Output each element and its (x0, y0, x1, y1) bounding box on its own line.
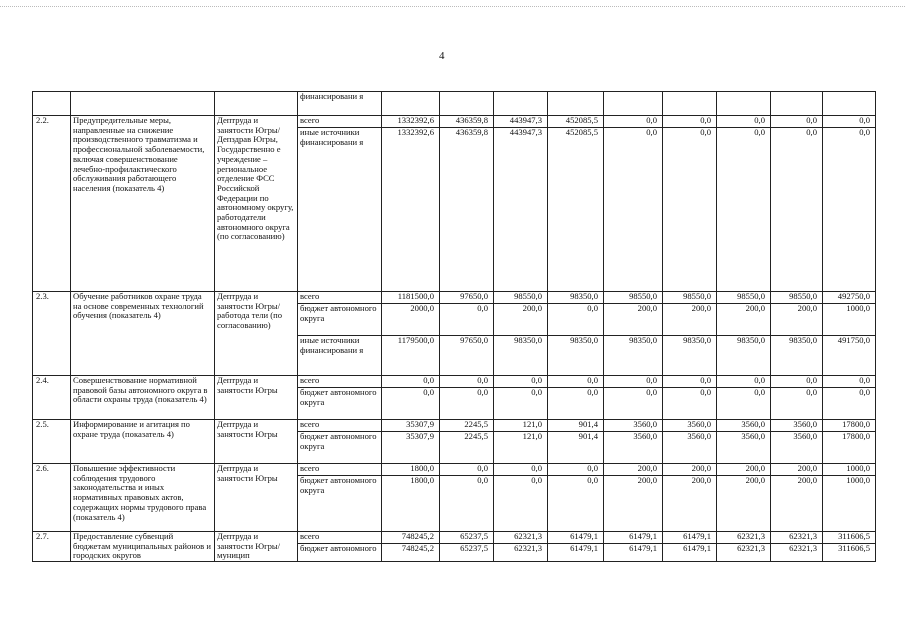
value-cell: 491750,0 (823, 336, 876, 376)
source-cell: бюджет автономного округа (298, 476, 382, 532)
source-cell: бюджет автономного округа (298, 432, 382, 464)
value-cell: 901,4 (548, 432, 604, 464)
value-cell: 436359,8 (440, 128, 494, 292)
value-cell: 200,0 (771, 476, 823, 532)
value-cell: 0,0 (771, 128, 823, 292)
source-cell: всего (298, 420, 382, 432)
value-cell: 0,0 (440, 464, 494, 476)
value-cell: 61479,1 (548, 544, 604, 562)
executor-cell: Дептруда и занятости Югры/муницип (215, 532, 298, 562)
value-cell: 1332392,6 (382, 116, 440, 128)
value-cell (717, 92, 771, 116)
value-cell: 0,0 (717, 116, 771, 128)
value-cell: 98550,0 (494, 292, 548, 304)
value-cell: 901,4 (548, 420, 604, 432)
value-cell: 0,0 (494, 388, 548, 420)
executor-cell: Дептруда и занятости Югры/работода тели (по согласованию) (215, 292, 298, 376)
no-cell: 2.5. (33, 420, 71, 464)
value-cell: 311606,5 (823, 532, 876, 544)
value-cell: 98550,0 (663, 292, 717, 304)
value-cell: 62321,3 (771, 532, 823, 544)
value-cell: 200,0 (717, 304, 771, 336)
value-cell: 0,0 (604, 388, 663, 420)
value-cell: 62321,3 (494, 532, 548, 544)
value-cell: 1800,0 (382, 464, 440, 476)
value-cell: 98350,0 (604, 336, 663, 376)
source-cell: бюджет автономного округа (298, 388, 382, 420)
value-cell: 1332392,6 (382, 128, 440, 292)
value-cell: 200,0 (604, 476, 663, 532)
value-cell: 0,0 (440, 476, 494, 532)
value-cell: 0,0 (494, 376, 548, 388)
value-cell (382, 92, 440, 116)
value-cell: 200,0 (494, 304, 548, 336)
source-cell: всего (298, 376, 382, 388)
value-cell: 3560,0 (663, 432, 717, 464)
value-cell: 0,0 (823, 116, 876, 128)
value-cell: 492750,0 (823, 292, 876, 304)
value-cell: 200,0 (771, 304, 823, 336)
value-cell: 200,0 (717, 464, 771, 476)
value-cell: 200,0 (663, 304, 717, 336)
name-cell (71, 92, 215, 116)
value-cell: 200,0 (663, 464, 717, 476)
value-cell: 61479,1 (663, 544, 717, 562)
name-cell: Предоставление субвенций бюджетам муниципальных районов и городских округов (71, 532, 215, 562)
value-cell: 97650,0 (440, 336, 494, 376)
value-cell: 0,0 (823, 376, 876, 388)
no-cell: 2.3. (33, 292, 71, 376)
source-cell: всего (298, 292, 382, 304)
source-cell: иные источники финансировани я (298, 128, 382, 292)
value-cell: 452085,5 (548, 116, 604, 128)
value-cell: 3560,0 (604, 432, 663, 464)
value-cell: 200,0 (717, 476, 771, 532)
table-row (33, 532, 876, 544)
value-cell (823, 92, 876, 116)
value-cell (548, 92, 604, 116)
value-cell: 2245,5 (440, 420, 494, 432)
name-cell: Информирование и агитация по охране труда (показатель 4) (71, 420, 215, 464)
value-cell: 200,0 (604, 464, 663, 476)
value-cell: 62321,3 (494, 544, 548, 562)
value-cell: 35307,9 (382, 420, 440, 432)
value-cell: 0,0 (663, 128, 717, 292)
value-cell: 0,0 (494, 464, 548, 476)
source-cell: бюджет автономного округа (298, 304, 382, 336)
no-cell (33, 92, 71, 116)
name-cell: Совершенствование нормативной правовой базы автономного округа в области охраны труда (показатель 4) (71, 376, 215, 420)
value-cell: 35307,9 (382, 432, 440, 464)
name-cell: Предупредительные меры, направленные на снижение производственного травматизма и профессиональной заболеваемости, включая совершенствование лечебно-профилактического обслуживания работающего населения (показатель 4) (71, 116, 215, 292)
value-cell: 65237,5 (440, 544, 494, 562)
value-cell: 3560,0 (771, 432, 823, 464)
value-cell: 3560,0 (717, 420, 771, 432)
name-cell: Повышение эффективности соблюдения трудового законодательства и иных нормативных правовых актов, содержащих нормы трудового права (показатель 4) (71, 464, 215, 532)
value-cell: 0,0 (604, 128, 663, 292)
no-cell: 2.6. (33, 464, 71, 532)
source-cell: иные источники финансировани я (298, 336, 382, 376)
value-cell: 121,0 (494, 420, 548, 432)
executor-cell: Дептруда и занятости Югры/Депздрав Югры, Государственно е учреждение – региональное отделение ФСС Российской Федерации по автономному округу, работодатели автономного округа (по согласованию) (215, 116, 298, 292)
value-cell: 0,0 (823, 388, 876, 420)
source-cell: бюджет автономного (298, 544, 382, 562)
value-cell: 0,0 (382, 388, 440, 420)
value-cell: 0,0 (548, 388, 604, 420)
value-cell: 0,0 (548, 376, 604, 388)
executor-cell (215, 92, 298, 116)
name-cell: Обучение работников охране труда на основе современных технологий обучения (показатель 4) (71, 292, 215, 376)
value-cell: 0,0 (771, 116, 823, 128)
value-cell: 98550,0 (717, 292, 771, 304)
executor-cell: Дептруда и занятости Югры (215, 420, 298, 464)
value-cell: 3560,0 (663, 420, 717, 432)
value-cell: 0,0 (494, 476, 548, 532)
value-cell (771, 92, 823, 116)
value-cell: 0,0 (548, 464, 604, 476)
value-cell: 0,0 (440, 388, 494, 420)
value-cell: 0,0 (771, 376, 823, 388)
value-cell: 0,0 (440, 304, 494, 336)
value-cell (604, 92, 663, 116)
table-body (33, 92, 876, 562)
table-row (33, 420, 876, 432)
value-cell: 98350,0 (717, 336, 771, 376)
value-cell: 0,0 (604, 376, 663, 388)
source-cell: всего (298, 464, 382, 476)
value-cell: 1181500,0 (382, 292, 440, 304)
program-table (32, 91, 876, 562)
value-cell: 61479,1 (604, 544, 663, 562)
source-cell: всего (298, 532, 382, 544)
value-cell: 2000,0 (382, 304, 440, 336)
value-cell: 98550,0 (771, 292, 823, 304)
executor-cell: Дептруда и занятости Югры (215, 464, 298, 532)
value-cell: 436359,8 (440, 116, 494, 128)
value-cell: 1800,0 (382, 476, 440, 532)
page-number: 4 (439, 50, 445, 62)
value-cell: 0,0 (717, 128, 771, 292)
table-row (33, 464, 876, 476)
executor-cell: Дептруда и занятости Югры (215, 376, 298, 420)
value-cell: 1000,0 (823, 464, 876, 476)
value-cell (663, 92, 717, 116)
value-cell: 1179500,0 (382, 336, 440, 376)
value-cell: 17800,0 (823, 432, 876, 464)
value-cell: 0,0 (823, 128, 876, 292)
value-cell: 3560,0 (717, 432, 771, 464)
value-cell: 98550,0 (604, 292, 663, 304)
value-cell: 0,0 (663, 376, 717, 388)
value-cell: 1000,0 (823, 304, 876, 336)
table-row (33, 116, 876, 128)
value-cell: 0,0 (440, 376, 494, 388)
value-cell: 0,0 (717, 388, 771, 420)
no-cell: 2.7. (33, 532, 71, 562)
value-cell: 0,0 (548, 304, 604, 336)
value-cell: 443947,3 (494, 128, 548, 292)
value-cell: 62321,3 (771, 544, 823, 562)
value-cell: 2245,5 (440, 432, 494, 464)
value-cell: 443947,3 (494, 116, 548, 128)
value-cell: 0,0 (548, 476, 604, 532)
source-cell: всего (298, 116, 382, 128)
table-row (33, 376, 876, 388)
value-cell: 61479,1 (548, 532, 604, 544)
value-cell: 200,0 (604, 304, 663, 336)
value-cell: 62321,3 (717, 532, 771, 544)
value-cell: 748245,2 (382, 544, 440, 562)
value-cell: 98350,0 (771, 336, 823, 376)
no-cell: 2.2. (33, 116, 71, 292)
value-cell: 65237,5 (440, 532, 494, 544)
value-cell: 200,0 (663, 476, 717, 532)
source-cell: финансировани я (298, 92, 382, 116)
table-header-continuation-row (33, 92, 876, 116)
value-cell: 0,0 (717, 376, 771, 388)
value-cell: 200,0 (771, 464, 823, 476)
value-cell: 311606,5 (823, 544, 876, 562)
value-cell (494, 92, 548, 116)
value-cell: 748245,2 (382, 532, 440, 544)
value-cell: 0,0 (604, 116, 663, 128)
value-cell: 62321,3 (717, 544, 771, 562)
value-cell: 121,0 (494, 432, 548, 464)
value-cell: 0,0 (771, 388, 823, 420)
value-cell: 1000,0 (823, 476, 876, 532)
table-row (33, 292, 876, 304)
no-cell: 2.4. (33, 376, 71, 420)
value-cell: 3560,0 (771, 420, 823, 432)
value-cell: 61479,1 (663, 532, 717, 544)
value-cell: 98350,0 (548, 336, 604, 376)
value-cell: 17800,0 (823, 420, 876, 432)
value-cell: 98350,0 (494, 336, 548, 376)
value-cell: 0,0 (663, 388, 717, 420)
value-cell (440, 92, 494, 116)
value-cell: 3560,0 (604, 420, 663, 432)
value-cell: 61479,1 (604, 532, 663, 544)
value-cell: 452085,5 (548, 128, 604, 292)
value-cell: 98350,0 (548, 292, 604, 304)
value-cell: 0,0 (382, 376, 440, 388)
value-cell: 98350,0 (663, 336, 717, 376)
value-cell: 0,0 (663, 116, 717, 128)
scan-edge-line (0, 6, 905, 8)
value-cell: 97650,0 (440, 292, 494, 304)
